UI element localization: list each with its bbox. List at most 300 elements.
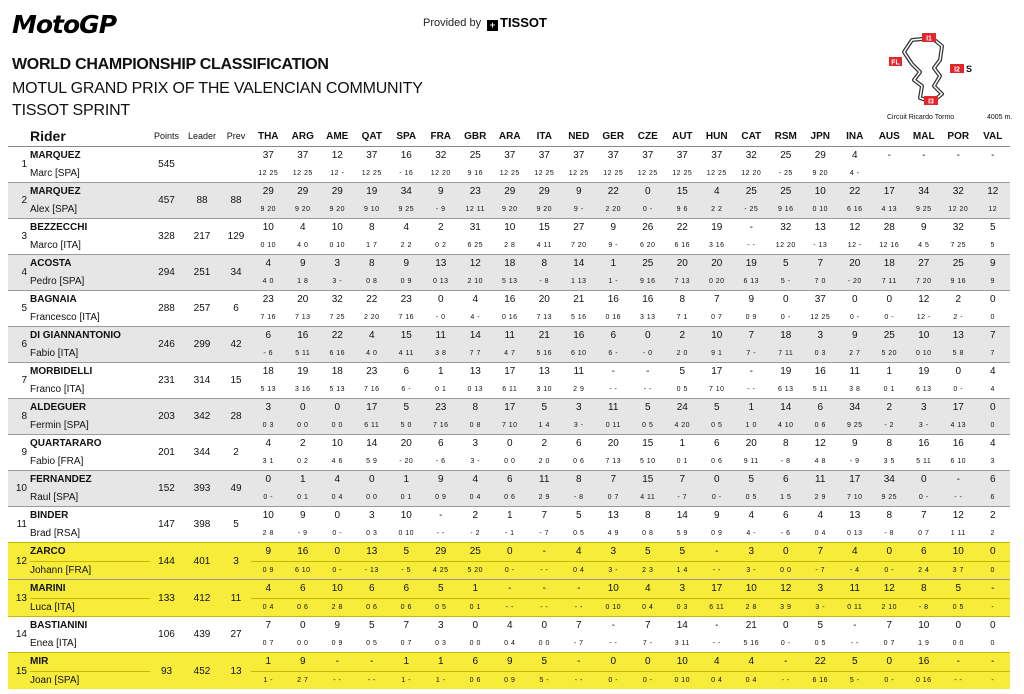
race-points: 12 <box>769 580 804 599</box>
race-points: 37 <box>355 147 390 165</box>
race-breakdown: 9 16 <box>467 169 484 177</box>
race-breakdown: 6 16 <box>838 201 873 219</box>
circuit-map-icon <box>884 30 1004 110</box>
position: 8 <box>8 399 30 435</box>
race-points: 34 <box>907 183 942 201</box>
race-breakdown: 1 0 <box>734 417 769 435</box>
prev-gap: 15 <box>221 363 251 399</box>
race-points: 13 <box>803 219 838 237</box>
race-points: 4 <box>389 219 424 237</box>
race-points: 18 <box>320 363 355 381</box>
race-points: 5 <box>527 399 562 417</box>
race-breakdown: 7 10 <box>838 489 873 507</box>
race-points: 0 <box>320 543 355 562</box>
race-breakdown: 0 4 <box>251 598 286 617</box>
race-breakdown: 4 10 <box>769 417 804 435</box>
race-breakdown <box>907 165 942 183</box>
race-points: - <box>976 147 1011 165</box>
race-points: 4 <box>838 543 873 562</box>
race-breakdown: 5 20 <box>458 561 493 580</box>
race-points: 0 <box>700 471 735 489</box>
race-breakdown: 7 10 <box>708 385 725 393</box>
race-breakdown: 9 20 <box>320 201 355 219</box>
rider-nationality: Fermin [SPA] <box>30 417 150 435</box>
race-points: 0 <box>976 399 1011 417</box>
race-points: 37 <box>665 147 700 165</box>
race-breakdown: - - <box>747 241 756 249</box>
leader-gap: 393 <box>183 471 221 507</box>
race-breakdown: 4 8 <box>814 457 826 465</box>
race-points: 1 <box>872 363 907 381</box>
classification-table <box>8 126 1010 689</box>
race-points: 5 <box>734 471 769 489</box>
position: 5 <box>8 291 30 327</box>
race-breakdown: 5 11 <box>916 457 932 465</box>
race-points: - <box>424 507 459 525</box>
race-points: 0 <box>838 291 873 309</box>
race-points: 0 <box>872 543 907 562</box>
prev-gap: 2 <box>221 435 251 471</box>
race-points: 15 <box>665 183 700 201</box>
race-points: 1 <box>493 507 528 525</box>
race-breakdown: 7 25 <box>950 241 967 249</box>
rider-row <box>8 399 1010 417</box>
race-breakdown: 2 <box>990 529 995 537</box>
race-breakdown: 0 6 <box>493 489 528 507</box>
race-breakdown: 5 - <box>838 671 873 689</box>
race-breakdown: 0 0 <box>355 489 390 507</box>
race-points: 6 <box>389 580 424 599</box>
race-points: - <box>700 617 735 635</box>
race-breakdown: 0 7 <box>883 639 895 647</box>
race-points: 0 <box>458 617 493 635</box>
race-breakdown: 1 7 <box>366 241 378 249</box>
race-breakdown: 3 - <box>907 417 942 435</box>
race-breakdown: 3 - <box>596 561 631 580</box>
race-breakdown: 0 4 <box>562 561 597 580</box>
leader-gap: 314 <box>183 363 221 399</box>
race-points: 32 <box>941 219 976 237</box>
race-header-jpn: JPN <box>803 126 838 147</box>
rider-name: FERNANDEZ <box>30 471 150 489</box>
race-breakdown: 0 5 <box>676 385 688 393</box>
race-breakdown: - 0 <box>631 345 666 363</box>
rider-row <box>8 653 1010 672</box>
prev-gap: 5 <box>221 507 251 543</box>
race-points: 3 <box>803 580 838 599</box>
race-points: 4 <box>355 327 390 345</box>
race-points: - <box>700 543 735 562</box>
race-header-ara: ARA <box>493 126 528 147</box>
race-breakdown: - 8 <box>527 273 562 291</box>
race-breakdown: 0 10 <box>398 529 415 537</box>
race-points: 29 <box>527 183 562 201</box>
race-points: 6 <box>424 435 459 453</box>
race-breakdown: 7 0 <box>803 273 838 291</box>
race-header-ita: ITA <box>527 126 562 147</box>
race-points: 21 <box>734 617 769 635</box>
race-points: 0 <box>872 653 907 672</box>
race-points: 7 <box>734 327 769 345</box>
position: 13 <box>8 580 30 617</box>
race-points: 19 <box>700 219 735 237</box>
race-points: 13 <box>527 363 562 381</box>
race-breakdown: 1 8 <box>286 273 321 291</box>
race-breakdown: - 8 <box>780 457 791 465</box>
race-header-mal: MAL <box>907 126 942 147</box>
race-breakdown <box>976 165 1011 183</box>
race-breakdown: - - <box>355 671 390 689</box>
prev-gap: 11 <box>221 580 251 617</box>
race-breakdown: 0 4 <box>320 489 355 507</box>
race-points: - <box>976 653 1011 672</box>
race-points: 4 <box>803 507 838 525</box>
race-points: 4 <box>734 653 769 672</box>
race-points: 2 <box>976 507 1011 525</box>
race-points: 25 <box>941 255 976 273</box>
race-points: 3 <box>320 255 355 273</box>
race-breakdown: 5 13 <box>493 273 528 291</box>
race-breakdown: 3 9 <box>769 598 804 617</box>
race-breakdown <box>941 165 976 183</box>
race-breakdown: 12 25 <box>706 169 727 177</box>
race-breakdown: 9 20 <box>812 169 829 177</box>
race-points: 6 <box>458 653 493 672</box>
race-breakdown: 0 10 <box>907 345 942 363</box>
race-breakdown: 3 - <box>562 417 597 435</box>
race-points: 12 <box>941 507 976 525</box>
race-header-ger: GER <box>596 126 631 147</box>
race-points: 19 <box>907 363 942 381</box>
race-points: 16 <box>907 435 942 453</box>
race-points: 20 <box>596 435 631 453</box>
race-breakdown: 0 0 <box>504 457 516 465</box>
race-breakdown: 1 - <box>251 671 286 689</box>
race-breakdown: 6 13 <box>734 273 769 291</box>
race-points: 2 <box>424 219 459 237</box>
race-breakdown: 3 7 <box>941 561 976 580</box>
rider-row <box>8 617 1010 635</box>
race-breakdown: - - <box>700 561 735 580</box>
race-breakdown: - 8 <box>562 489 597 507</box>
race-breakdown: 9 25 <box>907 201 942 219</box>
race-breakdown: 0 - <box>884 313 895 321</box>
race-breakdown: 1 11 <box>950 529 966 537</box>
race-breakdown: - - <box>941 489 976 507</box>
points: 231 <box>150 363 183 399</box>
race-points: 5 <box>355 617 390 635</box>
race-points: 8 <box>872 435 907 453</box>
race-breakdown: - - <box>562 598 597 617</box>
race-points: 0 <box>769 543 804 562</box>
race-points: 8 <box>355 255 390 273</box>
race-breakdown: 7 20 <box>907 273 942 291</box>
race-breakdown: 7 13 <box>665 273 700 291</box>
race-points: 5 <box>803 617 838 635</box>
race-points: 6 <box>562 435 597 453</box>
race-points: 0 <box>493 435 528 453</box>
race-breakdown: 3 16 <box>708 241 725 249</box>
race-points: 11 <box>803 471 838 489</box>
race-breakdown: 5 - <box>769 273 804 291</box>
race-points: 6 <box>286 580 321 599</box>
map-fl: FL <box>891 59 900 67</box>
race-breakdown: 0 5 <box>631 417 666 435</box>
race-points: 0 <box>320 507 355 525</box>
race-points: 17 <box>700 580 735 599</box>
race-breakdown: 0 - <box>700 489 735 507</box>
race-breakdown: 0 2 <box>297 457 309 465</box>
position: 9 <box>8 435 30 471</box>
points: 93 <box>150 653 183 690</box>
race-points: 14 <box>355 435 390 453</box>
prev-gap: 3 <box>221 543 251 580</box>
race-points: 4 <box>838 147 873 165</box>
race-points: 9 <box>320 617 355 635</box>
race-breakdown: 0 3 <box>665 598 700 617</box>
race-points: 13 <box>458 363 493 381</box>
race-breakdown: - 9 <box>424 201 459 219</box>
race-breakdown: 0 9 <box>331 639 343 647</box>
race-breakdown: 5 8 <box>941 345 976 363</box>
race-points: 15 <box>389 327 424 345</box>
position: 1 <box>8 147 30 183</box>
race-points: 2 <box>458 507 493 525</box>
race-breakdown: 0 8 <box>458 417 493 435</box>
race-points: 9 <box>838 327 873 345</box>
motogp-logo: MotoGP <box>12 10 117 39</box>
race-breakdown: 7 16 <box>398 313 415 321</box>
race-breakdown: - - <box>320 671 355 689</box>
race-breakdown: 2 8 <box>504 241 516 249</box>
race-breakdown: 2 20 <box>363 313 380 321</box>
points: 294 <box>150 255 183 291</box>
race-points: 12 <box>872 580 907 599</box>
race-points: - <box>527 543 562 562</box>
race-breakdown: 3 <box>990 457 995 465</box>
race-points: 16 <box>286 327 321 345</box>
race-breakdown: 0 - <box>320 561 355 580</box>
race-breakdown: 0 5 <box>366 639 378 647</box>
race-breakdown: 1 - <box>596 273 631 291</box>
race-breakdown: 0 4 <box>631 598 666 617</box>
race-points: 11 <box>562 363 597 381</box>
race-breakdown: 0 1 <box>883 385 895 393</box>
race-breakdown: 0 8 <box>642 529 654 537</box>
race-points: 16 <box>596 291 631 309</box>
race-points: 22 <box>838 183 873 201</box>
race-points: 1 <box>424 653 459 672</box>
race-points: 6 <box>976 471 1011 489</box>
race-breakdown: 0 8 <box>355 273 390 291</box>
race-breakdown: 0 - <box>251 489 286 507</box>
race-breakdown: 3 8 <box>424 345 459 363</box>
race-breakdown: 2 10 <box>458 273 493 291</box>
race-breakdown <box>872 165 907 183</box>
race-breakdown: 3 - <box>734 561 769 580</box>
race-points: 4 <box>734 507 769 525</box>
rider-row <box>8 291 1010 309</box>
race-breakdown: - - <box>609 639 618 647</box>
race-breakdown: 0 4 <box>734 671 769 689</box>
race-breakdown: 3 5 <box>883 457 895 465</box>
race-breakdown: - 9 <box>297 529 308 537</box>
race-points: 12 <box>838 219 873 237</box>
race-points: 37 <box>803 291 838 309</box>
rider-name: ACOSTA <box>30 255 150 273</box>
race-breakdown: - 5 <box>389 561 424 580</box>
race-points: 8 <box>665 291 700 309</box>
race-points: 19 <box>355 183 390 201</box>
race-breakdown: - - <box>527 598 562 617</box>
race-points: 15 <box>631 471 666 489</box>
race-breakdown: 0 5 <box>941 598 976 617</box>
race-points: 16 <box>907 653 942 672</box>
rider-name: DI GIANNANTONIO <box>30 327 150 345</box>
race-breakdown: 3 11 <box>674 639 690 647</box>
race-breakdown: 0 16 <box>907 671 942 689</box>
race-breakdown: 0 10 <box>329 241 346 249</box>
race-breakdown: 0 - <box>907 489 942 507</box>
race-points: 7 <box>976 327 1011 345</box>
race-breakdown: 6 13 <box>915 385 932 393</box>
points: 144 <box>150 543 183 580</box>
race-breakdown: 12 16 <box>879 241 900 249</box>
race-points: 5 <box>665 363 700 381</box>
race-points: 4 <box>976 435 1011 453</box>
prev-gap: 28 <box>221 399 251 435</box>
race-points: 13 <box>596 507 631 525</box>
rider-row <box>8 580 1010 599</box>
rider-name: BINDER <box>30 507 150 525</box>
race-breakdown: 0 0 <box>469 639 481 647</box>
race-points: 20 <box>527 291 562 309</box>
race-breakdown: 5 11 <box>286 345 321 363</box>
race-points: - <box>355 653 390 672</box>
race-breakdown: 7 16 <box>424 417 459 435</box>
sponsor-name: TISSOT <box>500 15 547 30</box>
race-breakdown: 2 8 <box>320 598 355 617</box>
race-breakdown: 2 9 <box>573 385 585 393</box>
race-points: 10 <box>493 219 528 237</box>
race-points: - <box>941 147 976 165</box>
race-breakdown: 7 25 <box>329 313 346 321</box>
race-breakdown: 9 11 <box>743 457 759 465</box>
race-points: 17 <box>872 183 907 201</box>
race-breakdown: 7 - <box>642 639 653 647</box>
race-breakdown: - - <box>643 385 652 393</box>
rider-name: ALDEGUER <box>30 399 150 417</box>
race-points: 20 <box>389 435 424 453</box>
race-points: 26 <box>631 219 666 237</box>
race-points: 24 <box>665 399 700 417</box>
race-points: 9 <box>251 543 286 562</box>
race-breakdown: 5 11 <box>812 385 828 393</box>
race-points: 10 <box>389 507 424 525</box>
race-points: 12 <box>320 147 355 165</box>
race-breakdown: - 7 <box>803 561 838 580</box>
race-points: 6 <box>803 399 838 417</box>
race-points: 25 <box>769 183 804 201</box>
race-points: 5 <box>424 580 459 599</box>
race-points: 9 <box>286 255 321 273</box>
race-breakdown: 9 20 <box>527 201 562 219</box>
points: 328 <box>150 219 183 255</box>
race-points: 7 <box>631 617 666 635</box>
race-points: 25 <box>458 147 493 165</box>
race-breakdown: 0 16 <box>605 313 622 321</box>
race-points: 22 <box>320 327 355 345</box>
race-points: 25 <box>631 255 666 273</box>
race-breakdown: 0 1 <box>435 385 447 393</box>
race-breakdown: 0 3 <box>803 345 838 363</box>
race-header-tha: THA <box>251 126 286 147</box>
race-breakdown: 0 3 <box>366 529 378 537</box>
tissot-cross-icon: + <box>487 20 498 31</box>
race-breakdown: 4 5 <box>918 241 930 249</box>
race-points: 10 <box>941 543 976 562</box>
race-points: 9 <box>562 183 597 201</box>
race-points: - <box>734 363 769 381</box>
leader-gap: 342 <box>183 399 221 435</box>
race-points: 0 <box>941 363 976 381</box>
race-points: 16 <box>803 363 838 381</box>
race-breakdown: 12 25 <box>637 169 658 177</box>
race-points: 32 <box>320 291 355 309</box>
race-points: 10 <box>251 507 286 525</box>
race-points: 37 <box>562 147 597 165</box>
race-points: 4 <box>251 255 286 273</box>
race-points: 1 <box>251 653 286 672</box>
race-points: 37 <box>631 147 666 165</box>
race-breakdown: 9 6 <box>665 201 700 219</box>
race-points: 5 <box>700 399 735 417</box>
race-breakdown: 3 - <box>470 457 481 465</box>
race-points: 16 <box>631 291 666 309</box>
race-points: 34 <box>838 399 873 417</box>
race-breakdown: 0 <box>990 313 995 321</box>
race-breakdown: 0 3 <box>435 639 447 647</box>
race-points: 13 <box>941 327 976 345</box>
race-points: 6 <box>907 543 942 562</box>
race-breakdown: 6 25 <box>467 241 484 249</box>
race-breakdown: - 6 <box>780 529 791 537</box>
race-breakdown: - 4 <box>838 561 873 580</box>
race-breakdown: - 13 <box>813 241 828 249</box>
race-points: 3 <box>803 327 838 345</box>
race-breakdown: 6 16 <box>320 345 355 363</box>
race-breakdown: 5 10 <box>639 457 656 465</box>
race-points: - <box>976 580 1011 599</box>
race-points: 3 <box>665 580 700 599</box>
race-breakdown: 0 7 <box>711 313 723 321</box>
points-header: Points <box>150 126 183 147</box>
race-breakdown: - 1 <box>504 529 515 537</box>
race-points: 10 <box>251 219 286 237</box>
race-points: 1 <box>596 255 631 273</box>
points: 288 <box>150 291 183 327</box>
race-breakdown: 0 0 <box>538 639 550 647</box>
race-breakdown: 12 25 <box>258 169 279 177</box>
rider-nationality: Joan [SPA] <box>30 671 150 689</box>
race-header-spa: SPA <box>389 126 424 147</box>
race-breakdown: - 6 <box>435 457 446 465</box>
race-points: 20 <box>734 435 769 453</box>
rider-name: ZARCO <box>30 543 150 562</box>
race-points: 1 <box>389 471 424 489</box>
race-points: 11 <box>424 327 459 345</box>
rider-row <box>8 255 1010 273</box>
